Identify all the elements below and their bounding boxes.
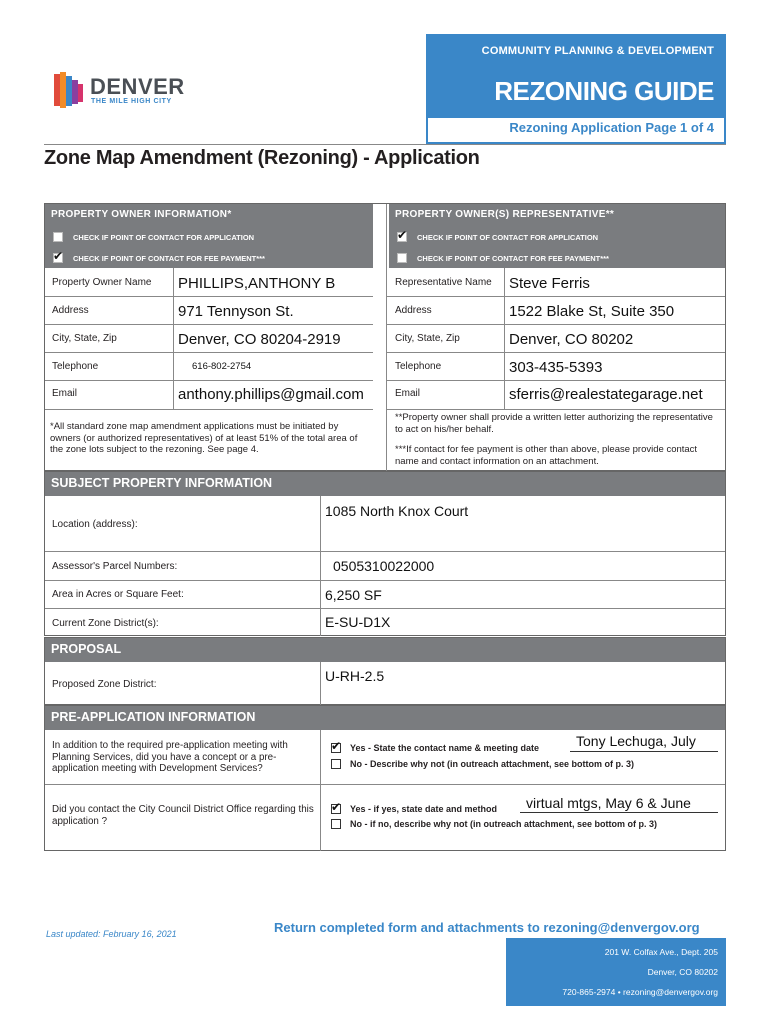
owner-fee-check-label: CHECK IF POINT OF CONTACT FOR FEE PAYMENT*** — [73, 254, 265, 263]
rep-city-label: City, State, Zip — [395, 333, 460, 344]
rep-contact-check-row[interactable] — [389, 226, 725, 248]
row-line — [45, 551, 725, 552]
location-label: Location (address): — [52, 519, 138, 530]
footer-contact-box — [506, 938, 726, 1006]
rep-address-label: Address — [395, 305, 432, 316]
q1-yes-checkbox[interactable] — [331, 739, 342, 753]
rep-city-value[interactable]: Denver, CO 80202 — [509, 331, 634, 348]
header-banner — [428, 36, 724, 118]
preapp-question-1: In addition to the required pre-application meeting with Planning Services, did you have a concept or a pre-application meeting with Development Services? — [52, 740, 288, 774]
rep-telephone-value[interactable]: 303-435-5393 — [509, 359, 603, 376]
rep-fee-checkbox[interactable] — [397, 253, 407, 263]
row-line — [45, 608, 725, 609]
header-divider — [44, 144, 726, 145]
zone-district-label: Current Zone District(s): — [52, 618, 159, 629]
owner-note: *All standard zone map amendment applications must be initiated by owners (or authorized representatives) of at least 51% of the total area of the zone lots subject to the rezoning. See page 4. — [50, 421, 358, 455]
owner-fee-check-row[interactable] — [45, 248, 373, 268]
owner-telephone-label: Telephone — [52, 361, 99, 372]
proposed-zone-label: Proposed Zone District: — [52, 679, 157, 690]
rep-address-value[interactable]: 1522 Blake St, Suite 350 — [509, 303, 675, 320]
rep-contact-checkbox[interactable] — [397, 228, 408, 242]
row-line — [387, 380, 725, 381]
subject-heading: SUBJECT PROPERTY INFORMATION — [45, 472, 725, 496]
parcel-label: Assessor's Parcel Numbers: — [52, 561, 178, 572]
footer-address-line2: Denver, CO 80202 — [647, 967, 718, 977]
owner-name-label: Property Owner Name — [52, 277, 152, 288]
owner-telephone-value[interactable]: 616-802-2754 — [192, 361, 252, 372]
owner-contact-check-row[interactable] — [45, 226, 373, 248]
owner-heading: PROPERTY OWNER INFORMATION* — [45, 204, 373, 226]
owner-city-value[interactable]: Denver, CO 80204-2919 — [178, 331, 341, 348]
q1-yes-label: Yes - State the contact name & meeting date — [350, 743, 540, 753]
rep-field-divider — [504, 268, 505, 409]
q2-answer-line — [520, 812, 718, 813]
row-line — [45, 352, 373, 353]
check-mark-icon: ✔ — [53, 249, 64, 263]
row-line — [45, 409, 373, 410]
logo-tagline: THE MILE HIGH CITY — [91, 98, 172, 105]
proposed-zone-value[interactable]: U-RH-2.5 — [325, 668, 385, 684]
location-value[interactable]: 1085 North Knox Court — [325, 503, 469, 519]
row-line — [387, 352, 725, 353]
rep-note-fee: ***If contact for fee payment is other than above, please provide contact name and contact information on an attachment. — [395, 444, 698, 467]
q2-yes-value[interactable]: virtual mtgs, May 6 & June — [526, 795, 691, 811]
q1-answer-line — [570, 751, 718, 752]
owner-field-divider — [173, 268, 174, 409]
owner-name-value[interactable]: PHILLIPS,ANTHONY B — [178, 275, 336, 292]
rep-email-label: Email — [395, 388, 421, 399]
check-mark-icon: ✔ — [331, 739, 342, 753]
row-line — [45, 580, 725, 581]
row-line — [387, 296, 725, 297]
subject-divider — [320, 496, 321, 636]
column-divider — [386, 204, 387, 471]
owner-email-label: Email — [52, 388, 78, 399]
owner-city-label: City, State, Zip — [52, 333, 117, 344]
rep-telephone-label: Telephone — [395, 361, 442, 372]
q1-yes-value[interactable]: Tony Lechuga, July — [576, 733, 696, 749]
preapp-question-2: Did you contact the City Council District Office regarding this application ? — [52, 804, 314, 827]
check-mark-icon: ✔ — [331, 800, 342, 814]
rep-name-label: Representative Name — [395, 277, 492, 288]
page-title: Zone Map Amendment (Rezoning) - Application — [44, 147, 480, 169]
zone-district-value[interactable]: E-SU-D1X — [325, 614, 391, 630]
row-line — [45, 784, 725, 785]
owner-contact-check-label: CHECK IF POINT OF CONTACT FOR APPLICATION — [73, 233, 255, 242]
proposal-divider — [320, 662, 321, 705]
rep-fee-check-label: CHECK IF POINT OF CONTACT FOR FEE PAYMENT*** — [417, 254, 609, 263]
owner-contact-checkbox[interactable] — [53, 232, 63, 242]
proposal-heading: PROPOSAL — [45, 638, 725, 662]
owner-email-value[interactable]: anthony.phillips@gmail.com — [178, 386, 364, 403]
q2-no-label: No - if no, describe why not (in outreach attachment, see bottom of p. 3) — [350, 819, 658, 829]
row-line — [45, 296, 373, 297]
row-line — [387, 409, 725, 410]
rep-name-value[interactable]: Steve Ferris — [509, 275, 590, 292]
row-line — [45, 324, 373, 325]
page-label: Rezoning Application Page 1 of 4 — [509, 120, 714, 135]
rep-contact-check-label: CHECK IF POINT OF CONTACT FOR APPLICATION — [417, 233, 599, 242]
return-instructions[interactable]: Return completed form and attachments to rezoning@denvergov.org — [274, 920, 700, 935]
denver-logo-icon — [52, 70, 86, 115]
guide-title: REZONING GUIDE — [494, 76, 714, 106]
representative-heading: PROPERTY OWNER(S) REPRESENTATIVE** — [389, 204, 725, 226]
q2-yes-label: Yes - if yes, state date and method — [350, 804, 498, 814]
owner-address-value[interactable]: 971 Tennyson St. — [178, 303, 294, 320]
logo-wordmark: DENVER — [90, 74, 185, 99]
row-line — [387, 324, 725, 325]
check-mark-icon: ✔ — [397, 228, 408, 242]
owner-address-label: Address — [52, 305, 89, 316]
preapp-divider — [320, 730, 321, 851]
rep-note-authorization: **Property owner shall provide a written letter authorizing the representative to act on his/her behalf. — [395, 412, 713, 435]
q1-no-label: No - Describe why not (in outreach attachment, see bottom of p. 3) — [350, 759, 635, 769]
q2-yes-checkbox[interactable] — [331, 800, 342, 814]
rep-fee-check-row[interactable] — [389, 248, 725, 268]
department-name: COMMUNITY PLANNING & DEVELOPMENT — [481, 45, 714, 57]
area-value[interactable]: 6,250 SF — [325, 587, 382, 603]
owner-fee-checkbox[interactable] — [53, 249, 64, 263]
last-updated: Last updated: February 16, 2021 — [46, 929, 177, 939]
preapp-heading: PRE-APPLICATION INFORMATION — [45, 706, 725, 730]
area-label: Area in Acres or Square Feet: — [52, 589, 184, 600]
row-line — [45, 380, 373, 381]
q1-no-checkbox[interactable] — [331, 759, 341, 769]
rep-email-value[interactable]: sferris@realestategarage.net — [509, 386, 703, 403]
column-gap — [373, 204, 374, 268]
footer-address-line1: 201 W. Colfax Ave., Dept. 205 — [604, 947, 718, 957]
parcel-value[interactable]: 0505310022000 — [333, 558, 435, 574]
q2-no-checkbox[interactable] — [331, 819, 341, 829]
footer-contact-line[interactable]: 720-865-2974 • rezoning@denvergov.org — [562, 987, 718, 997]
